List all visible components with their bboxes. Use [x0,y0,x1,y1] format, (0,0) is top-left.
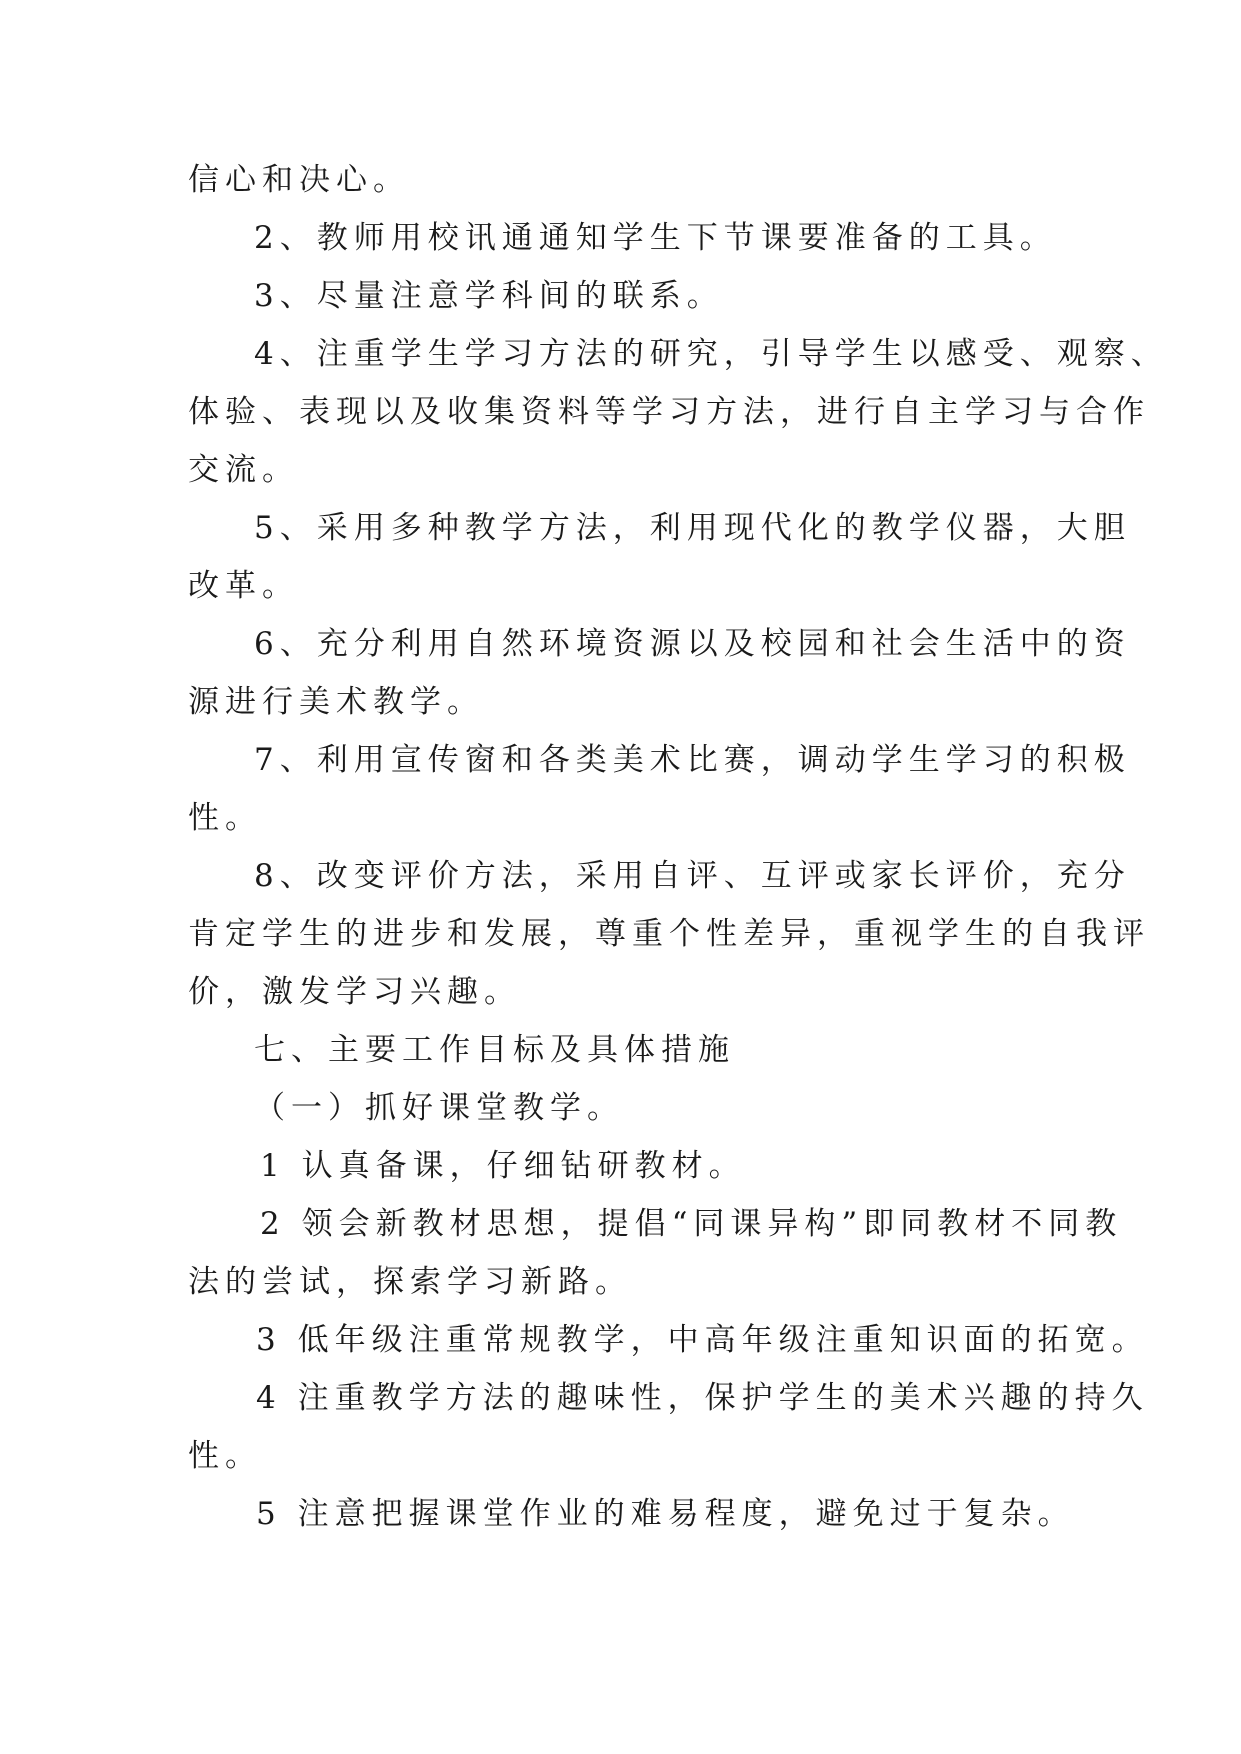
list-item: 2、教师用校讯通通知学生下节课要准备的工具。 [254,220,1057,256]
text-line: 肯定学生的进步和发展，尊重个性差异，重视学生的自我评 [188,916,1150,952]
list-item: 8、改变评价方法，采用自评、互评或家长评价，充分 [254,858,1131,894]
text-line: 交流。 [188,452,299,488]
text-line: 源进行美术教学。 [188,684,484,720]
list-item: 3 低年级注重常规教学，中高年级注重知识面的拓宽。 [256,1322,1149,1358]
list-item: 5、采用多种教学方法，利用现代化的教学仪器，大胆 [254,510,1131,546]
text-line: 价，激发学习兴趣。 [188,974,521,1010]
text-line: 法的尝试，探索学习新路。 [188,1264,632,1300]
text-line: 体验、表现以及收集资料等学习方法，进行自主学习与合作 [188,394,1150,430]
list-item: 5 注意把握课堂作业的难易程度，避免过于复杂。 [256,1496,1075,1532]
list-item: 1 认真备课，仔细钻研教材。 [260,1148,746,1184]
text-line: 性。 [188,800,262,836]
section-heading: 七、主要工作目标及具体措施 [254,1032,735,1068]
subsection-heading: （一）抓好课堂教学。 [254,1090,624,1126]
text-line: 性。 [188,1438,262,1474]
text-line: 改革。 [188,568,299,604]
list-item: 7、利用宣传窗和各类美术比赛，调动学生学习的积极 [254,742,1131,778]
text-line: 信心和决心。 [188,162,410,198]
list-item: 4、注重学生学习方法的研究，引导学生以感受、观察、 [254,336,1168,372]
list-item: 4 注重教学方法的趣味性，保护学生的美术兴趣的持久 [256,1380,1149,1416]
list-item: 3、尽量注意学科间的联系。 [254,278,724,314]
list-item: 2 领会新教材思想，提倡“同课异构”即同教材不同教 [260,1206,1123,1242]
list-item: 6、充分利用自然环境资源以及校园和社会生活中的资 [254,626,1131,662]
